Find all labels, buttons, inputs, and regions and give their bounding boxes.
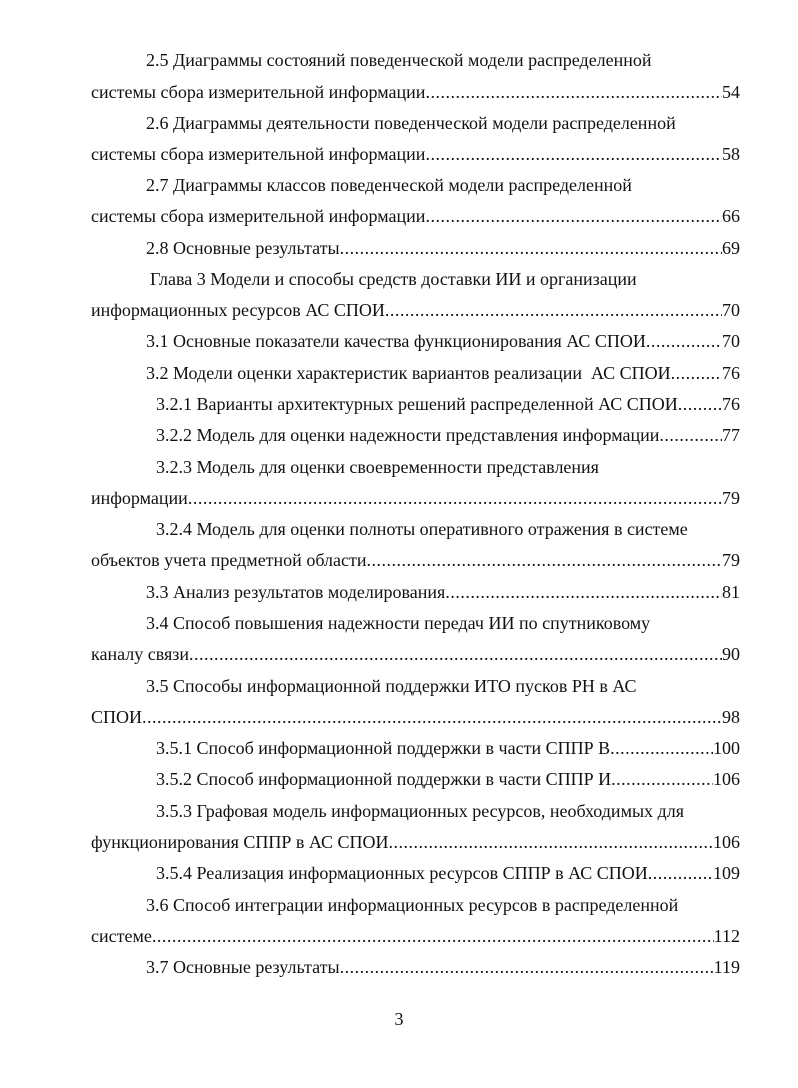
toc-page-number: 100 [713, 738, 740, 758]
toc-entry-3-2[interactable] [146, 361, 740, 385]
toc-entry-3-5-4[interactable] [156, 861, 740, 885]
toc-entry-text: 3.5.2 Способ информационной поддержки в части СППР И [156, 769, 612, 789]
toc-entry-text: системы сбора измерительной информации [91, 82, 426, 102]
dot-leader [340, 955, 714, 979]
toc-entry-text: 3.5.4 Реализация информационных ресурсов СППР в АС СПОИ [156, 863, 648, 883]
toc-entry-2-8[interactable] [146, 236, 740, 260]
toc-entry-3-5-line2[interactable] [91, 705, 740, 729]
toc-page-number: 79 [722, 550, 740, 570]
dot-leader [366, 548, 722, 572]
toc-entry-3-5-1[interactable] [156, 736, 740, 760]
toc-entry-text: объектов учета предметной области [91, 550, 367, 570]
toc-page-number: 109 [713, 863, 740, 883]
toc-entry-2-6-line2[interactable] [91, 142, 740, 166]
dot-leader [340, 236, 722, 260]
toc-entry-text: информационных ресурсов АС СПОИ [91, 300, 385, 320]
toc-entry-text: 2.8 Основные результаты [146, 238, 340, 258]
toc-entry-3-3[interactable] [146, 580, 740, 604]
dot-leader [678, 392, 722, 416]
dot-leader [610, 736, 713, 760]
toc-entry-2-5-line1: 2.5 Диаграммы состояний поведенческой модели распределенной [146, 50, 652, 70]
toc-page-number: 119 [713, 957, 740, 977]
toc-page-number: 106 [713, 832, 740, 852]
toc-entry-text: системы сбора измерительной информации [91, 206, 426, 226]
toc-entry-text: 3.3 Анализ результатов моделирования [146, 582, 446, 602]
toc-entry-text: СПОИ [91, 707, 143, 727]
dot-leader [648, 861, 713, 885]
toc-entry-3-1[interactable] [146, 329, 740, 353]
toc-page-number: 112 [713, 926, 740, 946]
toc-entry-text: 3.7 Основные результаты [146, 957, 340, 977]
toc-page-number: 79 [722, 488, 740, 508]
dot-leader [385, 298, 722, 322]
dot-leader [142, 705, 722, 729]
toc-page-number: 58 [722, 144, 740, 164]
toc-entry-3-6-line1: 3.6 Способ интеграции информационных ресурсов в распределенной [146, 895, 679, 915]
toc-entry-chapter-3-line1: Глава 3 Модели и способы средств доставки ИИ и организации [150, 269, 637, 289]
toc-entry-text: каналу связи [91, 644, 189, 664]
toc-entry-2-7-line2[interactable] [91, 204, 740, 228]
toc-page-number: 77 [722, 425, 740, 445]
toc-entry-3-2-2[interactable] [156, 423, 740, 447]
toc-page-number: 98 [722, 707, 740, 727]
toc-entry-3-2-4-line1: 3.2.4 Модель для оценки полноты оперативного отражения в системе [156, 519, 688, 539]
dot-leader [425, 204, 722, 228]
toc-entry-2-7-line1: 2.7 Диаграммы классов поведенческой модели распределенной [146, 175, 632, 195]
toc-entry-3-2-3-line2[interactable] [91, 486, 740, 510]
toc-entry-3-7[interactable] [146, 955, 740, 979]
toc-page-number: 81 [722, 582, 740, 602]
toc-page-number: 106 [713, 769, 740, 789]
toc-page-number: 76 [722, 363, 740, 383]
toc-entry-3-5-3-line1: 3.5.3 Графовая модель информационных ресурсов, необходимых для [156, 801, 684, 821]
dot-leader [188, 486, 722, 510]
toc-page-number: 54 [722, 82, 740, 102]
dot-leader [445, 580, 722, 604]
toc-page-number: 76 [722, 394, 740, 414]
dot-leader [425, 80, 722, 104]
page-number: 3 [394, 1009, 404, 1029]
toc-entry-3-2-4-line2[interactable] [91, 548, 740, 572]
toc-entry-3-5-2[interactable] [156, 767, 740, 791]
dot-leader [425, 142, 722, 166]
toc-page-number: 70 [722, 300, 740, 320]
toc-entry-chapter-3-line2[interactable] [91, 298, 740, 322]
toc-entry-text: информации [91, 488, 188, 508]
toc-entry-3-5-3-line2[interactable] [91, 830, 740, 854]
toc-entry-text: системы сбора измерительной информации [91, 144, 426, 164]
toc-entry-3-5-line1: 3.5 Способы информационной поддержки ИТО пусков РН в АС [146, 676, 637, 696]
toc-entry-3-4-line1: 3.4 Способ повышения надежности передач ИИ по спутниковому [146, 613, 651, 633]
toc-entry-text: системе [91, 926, 152, 946]
dot-leader [152, 924, 714, 948]
toc-page-number: 90 [722, 644, 740, 664]
toc-entry-text: 3.1 Основные показатели качества функционирования АС СПОИ [146, 331, 646, 351]
toc-entry-text: 3.2 Модели оценки характеристик вариантов реализации АС СПОИ [146, 363, 671, 383]
toc-page-number: 66 [722, 206, 740, 226]
dot-leader [189, 642, 722, 666]
toc-entry-3-6-line2[interactable] [91, 924, 740, 948]
dot-leader [389, 830, 713, 854]
toc-entry-text: 3.2.1 Варианты архитектурных решений распределенной АС СПОИ [156, 394, 678, 414]
toc-page-number: 69 [722, 238, 740, 258]
toc-entry-3-2-3-line1: 3.2.3 Модель для оценки своевременности представления [156, 457, 599, 477]
toc-entry-text: 3.2.2 Модель для оценки надежности представления информации [156, 425, 660, 445]
dot-leader [646, 329, 722, 353]
dot-leader [671, 361, 722, 385]
dot-leader [659, 423, 722, 447]
toc-entry-text: 3.5.1 Способ информационной поддержки в части СППР В [156, 738, 611, 758]
toc-page-number: 70 [722, 331, 740, 351]
dot-leader [611, 767, 713, 791]
toc-entry-3-2-1[interactable] [156, 392, 740, 416]
toc-entry-2-6-line1: 2.6 Диаграммы деятельности поведенческой модели распределенной [146, 113, 676, 133]
toc-entry-2-5-line2[interactable] [91, 80, 740, 104]
toc-entry-text: функционирования СППР в АС СПОИ [91, 832, 389, 852]
toc-entry-3-4-line2[interactable] [91, 642, 740, 666]
